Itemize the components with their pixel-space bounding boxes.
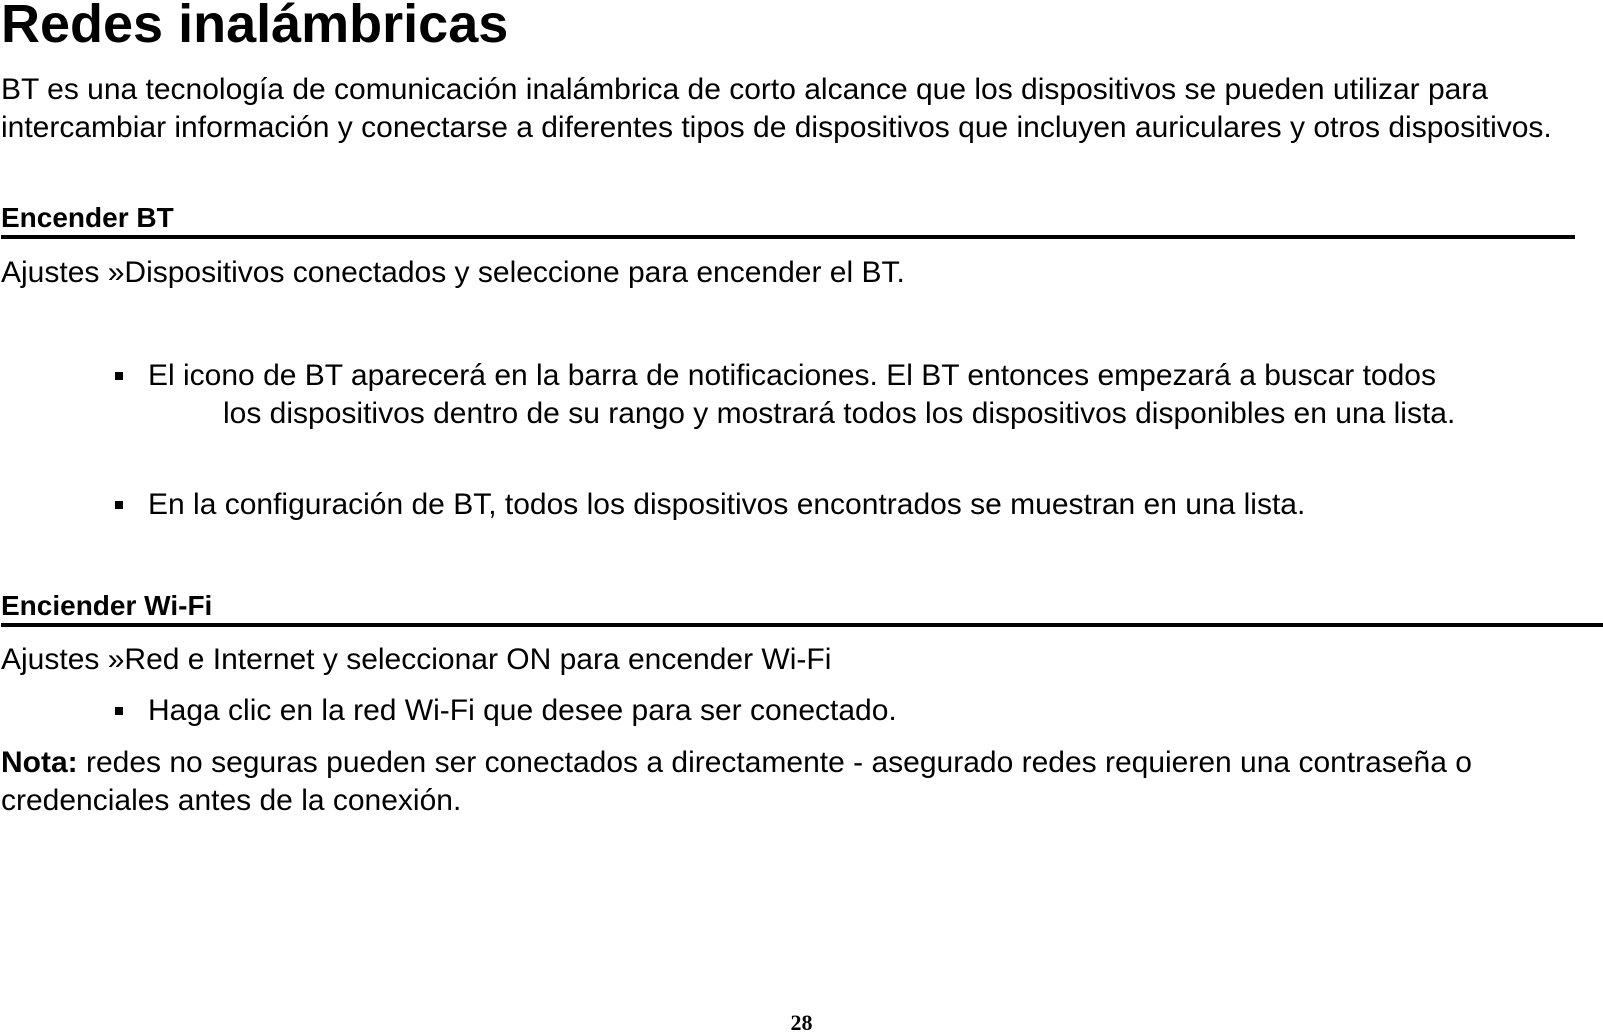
bt-bullet-1-continuation: los dispositivos dentro de su rango y mostrará todos los dispositivos disponibles en una lista. bbox=[223, 397, 1456, 430]
bt-bullet-1-text: El icono de BT aparecerá en la barra de notificaciones. El BT entonces empezará a buscar todos bbox=[148, 359, 1436, 392]
bt-bullet-2-text: En la configuración de BT, todos los dispositivos encontrados se muestran en una lista. bbox=[148, 488, 1306, 521]
bullet-square-icon bbox=[115, 707, 123, 715]
page-number: 28 bbox=[790, 1010, 813, 1035]
bt-bullet-item bbox=[148, 486, 1600, 524]
note-text: redes no seguras pueden ser conectados a directamente - asegurado redes requieren una contraseña o credenciales antes de la conexión. bbox=[1, 746, 1472, 817]
section-heading-bt: Encender BT bbox=[1, 201, 1575, 239]
bt-settings-path: Ajustes »Dispositivos conectados y seleccione para encender el BT. bbox=[1, 256, 905, 289]
wifi-bullet-1-text: Haga clic en la red Wi-Fi que desee para ser conectado. bbox=[148, 694, 897, 727]
wifi-bullet-item bbox=[148, 692, 1600, 730]
intro-paragraph: BT es una tecnología de comunicación inalámbrica de corto alcance que los dispositivos se pueden utilizar para intercambiar información y conectarse a diferentes tipos de dispositivos que incluyen auriculares y otros dispositivos. bbox=[1, 73, 1552, 144]
note-paragraph bbox=[1, 744, 1591, 820]
bullet-square-icon bbox=[115, 372, 123, 380]
note-label: Nota: bbox=[1, 746, 78, 779]
bt-bullet-item bbox=[148, 357, 1600, 433]
page-title: Redes inalámbricas bbox=[1, 0, 509, 54]
wifi-settings-path: Ajustes »Red e Internet y seleccionar ON para encender Wi-Fi bbox=[1, 643, 832, 676]
bullet-square-icon bbox=[115, 501, 123, 509]
section-heading-wifi: Enciender Wi-Fi bbox=[1, 589, 1603, 627]
